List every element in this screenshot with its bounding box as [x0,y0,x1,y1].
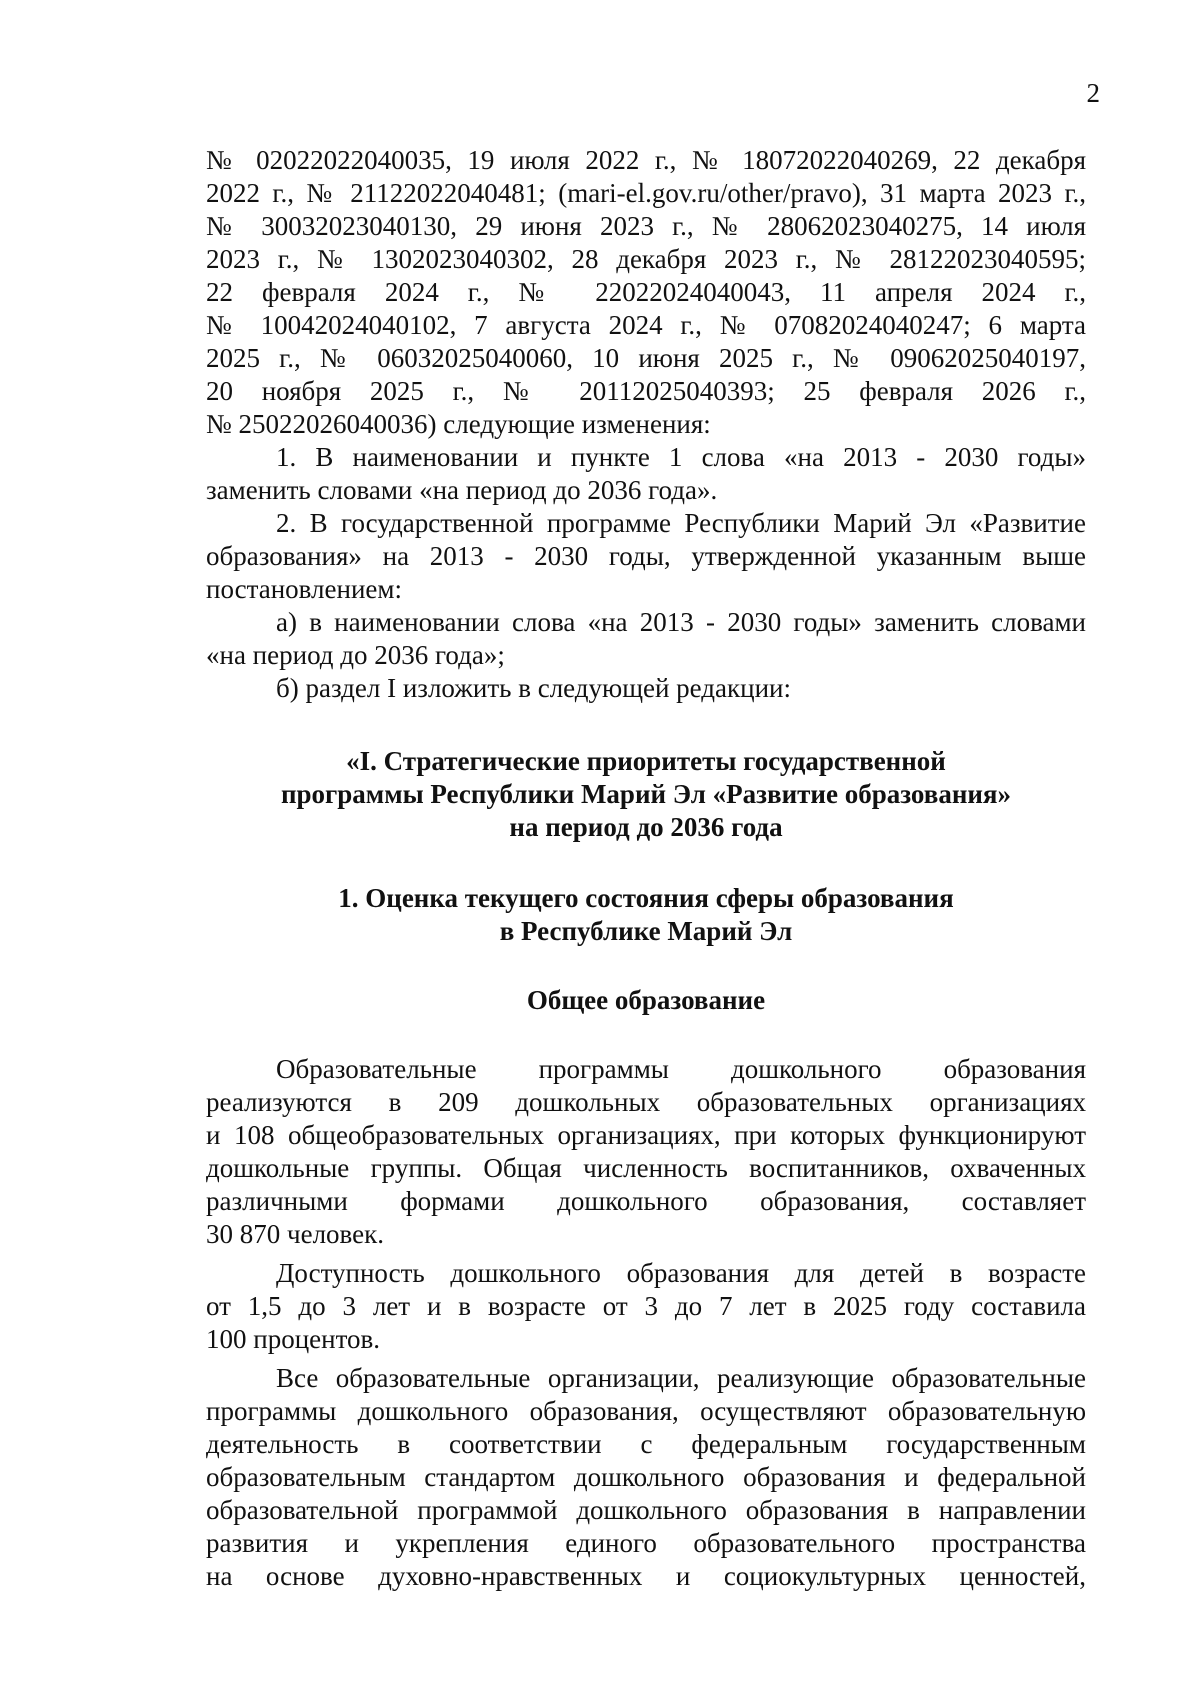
text-line: развития и укрепления единого образовательного пространства [206,1528,1086,1558]
text-line: № 02022022040035, 19 июля 2022 г., № 18072022040269, 22 декабря [206,145,1086,175]
spacer [206,1017,1086,1053]
text-line: на основе духовно-нравственных и социокультурных ценностей, [206,1561,1086,1591]
item-2b-paragraph [206,672,1086,705]
spacer [206,705,1086,745]
page-number: 2 [1086,78,1100,108]
spacer [206,844,1086,882]
document-body [206,144,1086,1593]
spacer [206,948,1086,984]
text-line: заменить словами «на период до 2036 года». [206,475,718,505]
text-line: различными формами дошкольного образования, составляет [206,1186,1086,1216]
text-line: 20 ноября 2025 г., № 20112025040393; 25 февраля 2026 г., [206,376,1086,406]
text-line: образовательной программой дошкольного образования в направлении [206,1495,1086,1525]
text-line: Образовательные программы дошкольного образования [276,1054,1086,1084]
paragraph-availability [206,1257,1086,1356]
text-line: 2025 г., № 06032025040060, 10 июня 2025 г., № 09062025040197, [206,343,1086,373]
text-line: № 10042024040102, 7 августа 2024 г., № 07082024040247; 6 марта [206,310,1086,340]
text-line: деятельность в соответствии с федеральным государственным [206,1429,1086,1459]
text-line: Доступность дошкольного образования для детей в возрасте [276,1258,1086,1288]
item-2a-paragraph [206,606,1086,672]
text-line: дошкольные группы. Общая численность воспитанников, охваченных [206,1153,1086,1183]
text-line: № 30032023040130, 29 июня 2023 г., № 28062023040275, 14 июля [206,211,1086,241]
text-line: б) раздел I изложить в следующей редакции: [276,673,791,703]
intro-paragraph [206,144,1086,441]
heading-line: на период до 2036 года [509,812,783,842]
text-line: от 1,5 до 3 лет и в возрасте от 3 до 7 лет в 2025 году составила [206,1291,1086,1321]
heading-line: в Республике Марий Эл [499,916,793,946]
text-line: 30 870 человек. [206,1219,384,1249]
subheading: Общее образование [526,985,766,1015]
text-line: 2023 г., № 1302023040302, 28 декабря 2023 г., № 28122023040595; [206,244,1086,274]
text-line: «на период до 2036 года»; [206,640,505,670]
text-line: 2022 г., № 21122022040481; (mari-el.gov.ru/other/pravo), 31 марта 2023 г., [206,178,1086,208]
text-line: а) в наименовании слова «на 2013 - 2030 годы» заменить словами [276,607,1086,637]
paragraph-standards [206,1362,1086,1593]
text-line: 2. В государственной программе Республики Марий Эл «Развитие [276,508,1086,538]
paragraph-preschool-programs [206,1053,1086,1251]
text-line: и 108 общеобразовательных организациях, при которых функционируют [206,1120,1086,1150]
heading-line: «I. Стратегические приоритеты государственной [346,746,946,776]
item-1-paragraph [206,441,1086,507]
text-line: Все образовательные организации, реализующие образовательные [276,1363,1086,1393]
text-line: 22 февраля 2024 г., № 22022024040043, 11 апреля 2024 г., [206,277,1086,307]
text-line: образовательным стандартом дошкольного образования и федеральной [206,1462,1086,1492]
text-line: 100 процентов. [206,1324,381,1354]
section-heading [206,745,1086,844]
text-line: реализуются в 209 дошкольных образовательных организациях [206,1087,1086,1117]
text-line: образования» на 2013 - 2030 годы, утвержденной указанным выше [206,541,1086,571]
text-line: 1. В наименовании и пункте 1 слова «на 2013 - 2030 годы» [276,442,1086,472]
item-2-paragraph [206,507,1086,606]
heading-line: программы Республики Марий Эл «Развитие образования» [280,779,1012,809]
text-line: № 25022026040036) следующие изменения: [206,409,711,439]
heading-line: 1. Оценка текущего состояния сферы образования [338,883,954,913]
text-line: программы дошкольного образования, осуществляют образовательную [206,1396,1086,1426]
text-line: постановлением: [206,574,402,604]
subsection-heading [206,882,1086,948]
